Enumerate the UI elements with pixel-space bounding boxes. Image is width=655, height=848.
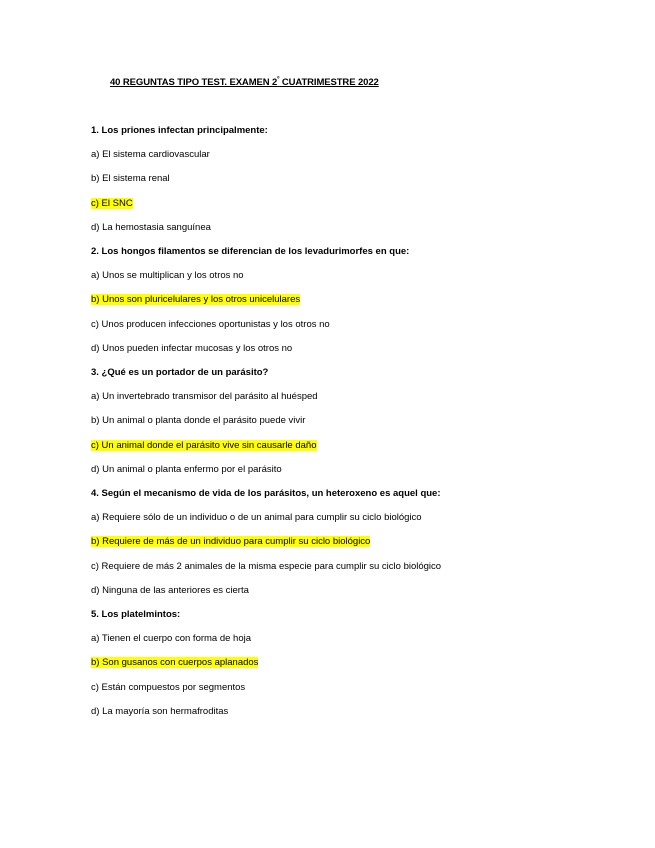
answer-option [91, 415, 305, 427]
answer-option-text: c) Están compuestos por segmentos [91, 681, 246, 693]
highlighted-answer-option [91, 294, 300, 306]
question-text: 4. Según el mecanismo de vida de los parásitos, un heteroxeno es aquel que: [91, 488, 441, 499]
answer-option-text: a) Un invertebrado transmisor del parásito al huésped [91, 391, 318, 403]
answer-option [91, 585, 249, 597]
answer-option-text: a) Tienen el cuerpo con forma de hoja [91, 633, 252, 645]
highlighted-answer-option [91, 440, 317, 452]
answer-option [91, 561, 441, 573]
answer-option-text: d) La hemostasia sanguínea [91, 221, 211, 233]
answer-option-text: d) La mayoría son hermafroditas [91, 705, 229, 717]
question-text: 5. Los platelmintos: [91, 609, 181, 620]
answer-option [91, 512, 422, 524]
answer-option-text: a) Unos se multiplican y los otros no [91, 270, 244, 282]
highlighted-answer-option [91, 536, 370, 548]
answer-option-text: c) Unos producen infecciones oportunistas y los otros no [91, 318, 330, 330]
title-text: 40 REGUNTAS TIPO TEST. EXAMEN 2 [110, 77, 278, 89]
answer-option-text: a) El sistema cardiovascular [91, 149, 210, 161]
answer-option-text: b) El sistema renal [91, 173, 170, 185]
question-text: 2. Los hongos filamentos se diferencian de los levadurimorfes en que: [91, 246, 410, 257]
answer-option [91, 149, 210, 161]
answer-option [91, 270, 244, 282]
question-text: 3. ¿Qué es un portador de un parásito? [91, 367, 269, 378]
highlighted-answer-option [91, 198, 133, 210]
answer-option-text: d) Unos pueden infectar mucosas y los otros no [91, 342, 293, 354]
answer-option-text: c) El SNC [91, 197, 133, 209]
answer-option [91, 319, 330, 331]
title-ordinal: º [277, 77, 280, 83]
answer-option-text: c) Un animal donde el parásito vive sin causarle daño [91, 439, 317, 451]
answer-option [91, 633, 251, 645]
answer-option-text: c) Requiere de más 2 animales de la misma especie para cumplir su ciclo biológico [91, 560, 442, 572]
answer-option [91, 173, 170, 185]
title-text-end: CUATRIMESTRE 2022 [279, 77, 379, 89]
answer-option [91, 391, 318, 403]
answer-option-text: b) Unos son pluricelulares y los otros unicelulares [91, 294, 301, 306]
answer-option-text: b) Son gusanos con cuerpos aplanados [91, 657, 259, 669]
answer-option-text: a) Requiere sólo de un individuo o de un animal para cumplir su ciclo biológico [91, 512, 422, 524]
answer-option-text: d) Ninguna de las anteriores es cierta [91, 584, 249, 596]
answer-option-text: d) Un animal o planta enfermo por el parásito [91, 463, 282, 475]
answer-option-text: b) Un animal o planta donde el parásito puede vivir [91, 415, 306, 427]
answer-option [91, 682, 245, 694]
answer-option [91, 222, 211, 234]
answer-option-text: b) Requiere de más de un individuo para cumplir su ciclo biológico [91, 536, 371, 548]
document-title [110, 77, 379, 88]
answer-option [91, 706, 228, 718]
answer-option [91, 343, 292, 355]
question-text: 1. Los priones infectan principalmente: [91, 125, 268, 136]
answer-option [91, 464, 282, 476]
highlighted-answer-option [91, 657, 258, 669]
